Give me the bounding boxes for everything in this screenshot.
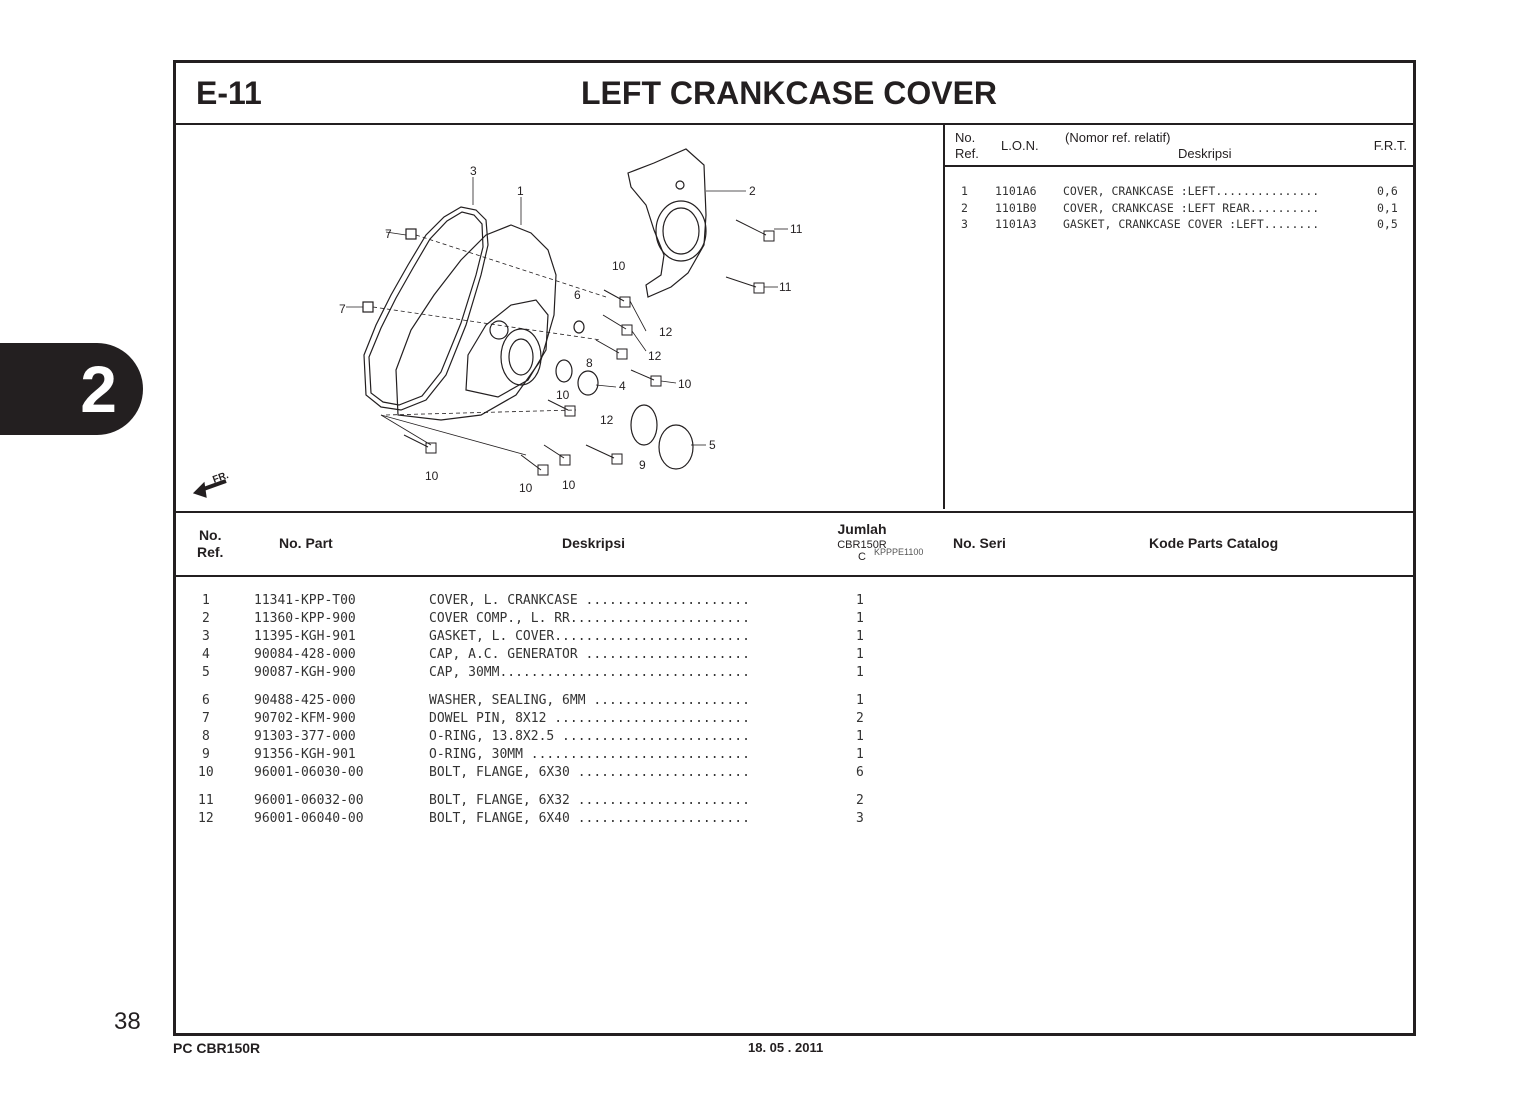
table-row: 4 90084-428-000 CAP, A.C. GENERATOR ..................... 1 [202,647,864,662]
callout-10: 10 [612,259,626,273]
callout-8: 8 [586,356,593,370]
callout-5: 5 [709,438,716,452]
callout-6: 6 [574,288,581,302]
parts-table-header [176,511,1413,577]
crankcase-cover-illustration [176,125,943,509]
callout-7: 7 [385,227,392,241]
table-row: 10 96001-06030-00 BOLT, FLANGE, 6X30 ...................... 6 [198,765,864,780]
callout-10: 10 [678,377,692,391]
callout-4: 4 [619,379,626,393]
table-row: 8 91303-377-000 O-RING, 13.8X2.5 ........................ 1 [202,729,864,744]
section-code: E-11 [196,75,262,111]
header-catalog-code: Kode Parts Catalog [1149,535,1279,551]
figure-code: KPPPE1100 [874,547,924,557]
publication-date: 18. 05 . 2011 [748,1040,824,1055]
frt-header-desc: Deskripsi [1178,146,1232,161]
callout-11: 11 [790,222,803,236]
parts-catalog-frame [173,60,1416,1036]
frt-row: 1 1101A6 COVER, CRANKCASE :LEFT............... 0,6 [961,184,1398,198]
table-row: 12 96001-06040-00 BOLT, FLANGE, 6X40 ...................... 3 [198,811,864,826]
callout-10: 10 [562,478,576,492]
callout-2: 2 [749,184,756,198]
callout-12: 12 [648,349,662,363]
callout-10: 10 [556,388,570,402]
frt-header-frt: F.R.T. [1373,138,1407,153]
front-label: FR. [211,469,231,486]
chapter-tab [0,343,143,435]
callout-12: 12 [600,413,614,427]
table-row: 2 11360-KPP-900 COVER COMP., L. RR....................... 1 [202,611,864,626]
frt-table [945,125,1413,509]
frt-rows [945,183,1413,233]
chapter-number: 2 [80,352,117,426]
catalog-name: PC CBR150R [173,1040,261,1056]
callout-10: 10 [425,469,439,483]
table-row: 3 11395-KGH-901 GASKET, L. COVER......................... 1 [202,629,864,644]
callout-7: 7 [339,302,346,316]
frt-header-lon: L.O.N. [1001,138,1039,153]
callout-9: 9 [639,458,646,472]
header-part-no: No. Part [279,535,333,551]
callout-1: 1 [517,184,524,198]
callout-10: 10 [519,481,533,495]
table-row: 5 90087-KGH-900 CAP, 30MM................................ 1 [202,665,864,680]
table-row: 7 90702-KFM-900 DOWEL PIN, 8X12 ......................... 2 [202,711,864,726]
header-description: Deskripsi [562,535,626,551]
title-bar [176,63,1413,125]
callout-11: 11 [779,280,792,294]
table-row: 6 90488-425-000 WASHER, SEALING, 6MM .................... 1 [202,693,864,708]
section-title: LEFT CRANKCASE COVER [581,75,998,111]
table-row: 11 96001-06032-00 BOLT, FLANGE, 6X32 ...................... 2 [198,793,864,808]
header-no-ref: No. Ref. [197,527,224,560]
page-number: 38 [114,1008,141,1035]
header-serial-no: No. Seri [953,535,1006,551]
frt-header-no-ref: No. Ref. [955,130,979,161]
callout-3: 3 [470,164,477,178]
frt-table-header [945,125,1413,167]
table-row: 1 11341-KPP-T00 COVER, L. CRANKCASE ..................... 1 [202,593,864,608]
frt-row: 3 1101A3 GASKET, CRANKCASE COVER :LEFT........ 0,5 [961,217,1398,231]
frt-row: 2 1101B0 COVER, CRANKCASE :LEFT REAR.......... 0,1 [961,200,1398,215]
header-quantity: Jumlah CBR150R C [837,521,887,563]
table-row: 9 91356-KGH-901 O-RING, 30MM ............................ 1 [202,747,864,762]
callout-12: 12 [659,325,673,339]
frt-header-desc-note: (Nomor ref. relatif) [1065,130,1171,145]
